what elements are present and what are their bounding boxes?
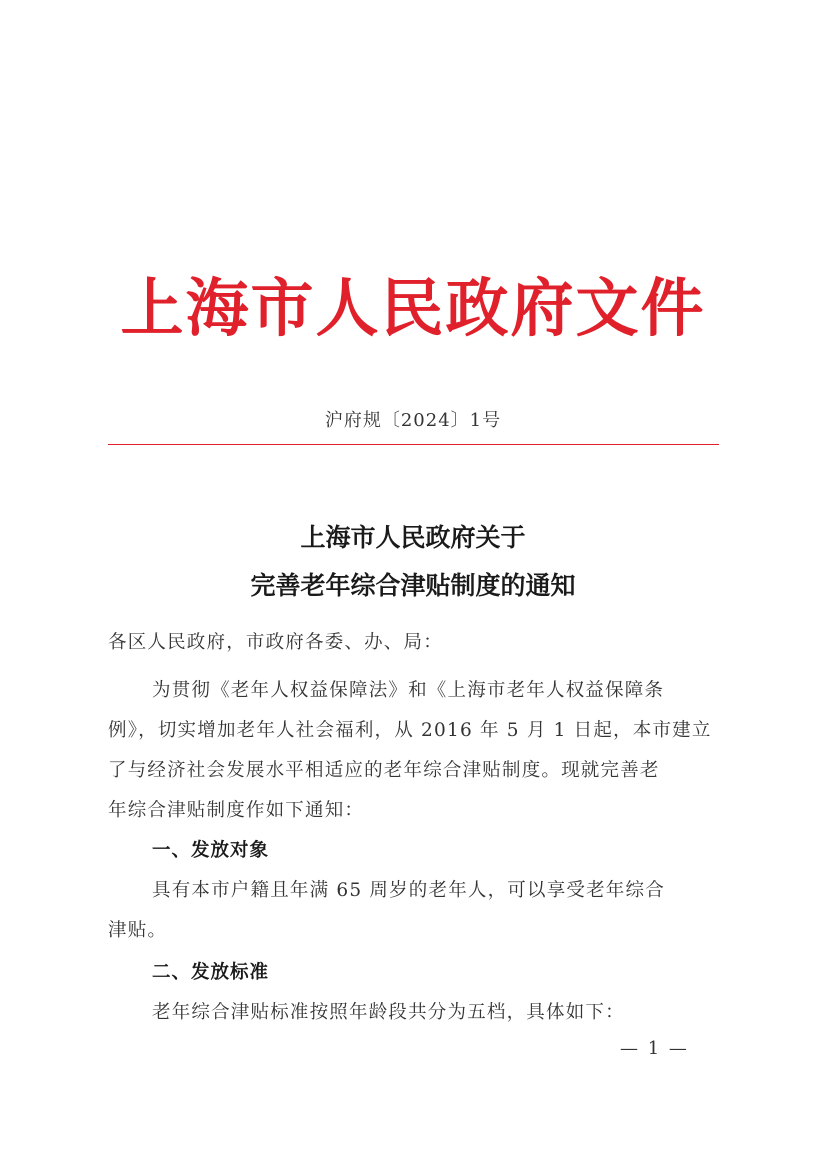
section-heading-standards: 二、发放标准: [152, 962, 270, 983]
document-number: 沪府规〔2024〕1号: [324, 410, 502, 431]
section1-line-1: 具有本市户籍且年满 65 周岁的老年人，可以享受老年综合: [152, 880, 665, 901]
section1-line-2: 津贴。: [108, 920, 168, 941]
intro-line-4: 年综合津贴制度作如下通知：: [108, 800, 365, 821]
intro-line-1: 为贯彻《老年人权益保障法》和《上海市老年人权益保障条: [152, 680, 665, 701]
masthead-red-rule: [108, 444, 719, 445]
intro-line-2: 例》，切实增加老年人社会福利，从 2016 年 5 月 1 日起，本市建立: [108, 720, 712, 741]
document-title-line-2: 完善老年综合津贴制度的通知: [250, 571, 576, 600]
section-heading-eligibility: 一、发放对象: [152, 840, 270, 861]
document-title-line-1: 上海市人民政府关于: [300, 523, 526, 552]
salutation: 各区人民政府，市政府各委、办、局：: [108, 632, 443, 653]
document-masthead: 上海市人民政府文件: [120, 271, 706, 345]
intro-line-3: 了与经济社会发展水平相适应的老年综合津贴制度。现就完善老: [108, 760, 660, 781]
page-number: — 1 —: [620, 1038, 689, 1059]
section2-line-1: 老年综合津贴标准按照年龄段共分为五档，具体如下：: [152, 1002, 625, 1023]
